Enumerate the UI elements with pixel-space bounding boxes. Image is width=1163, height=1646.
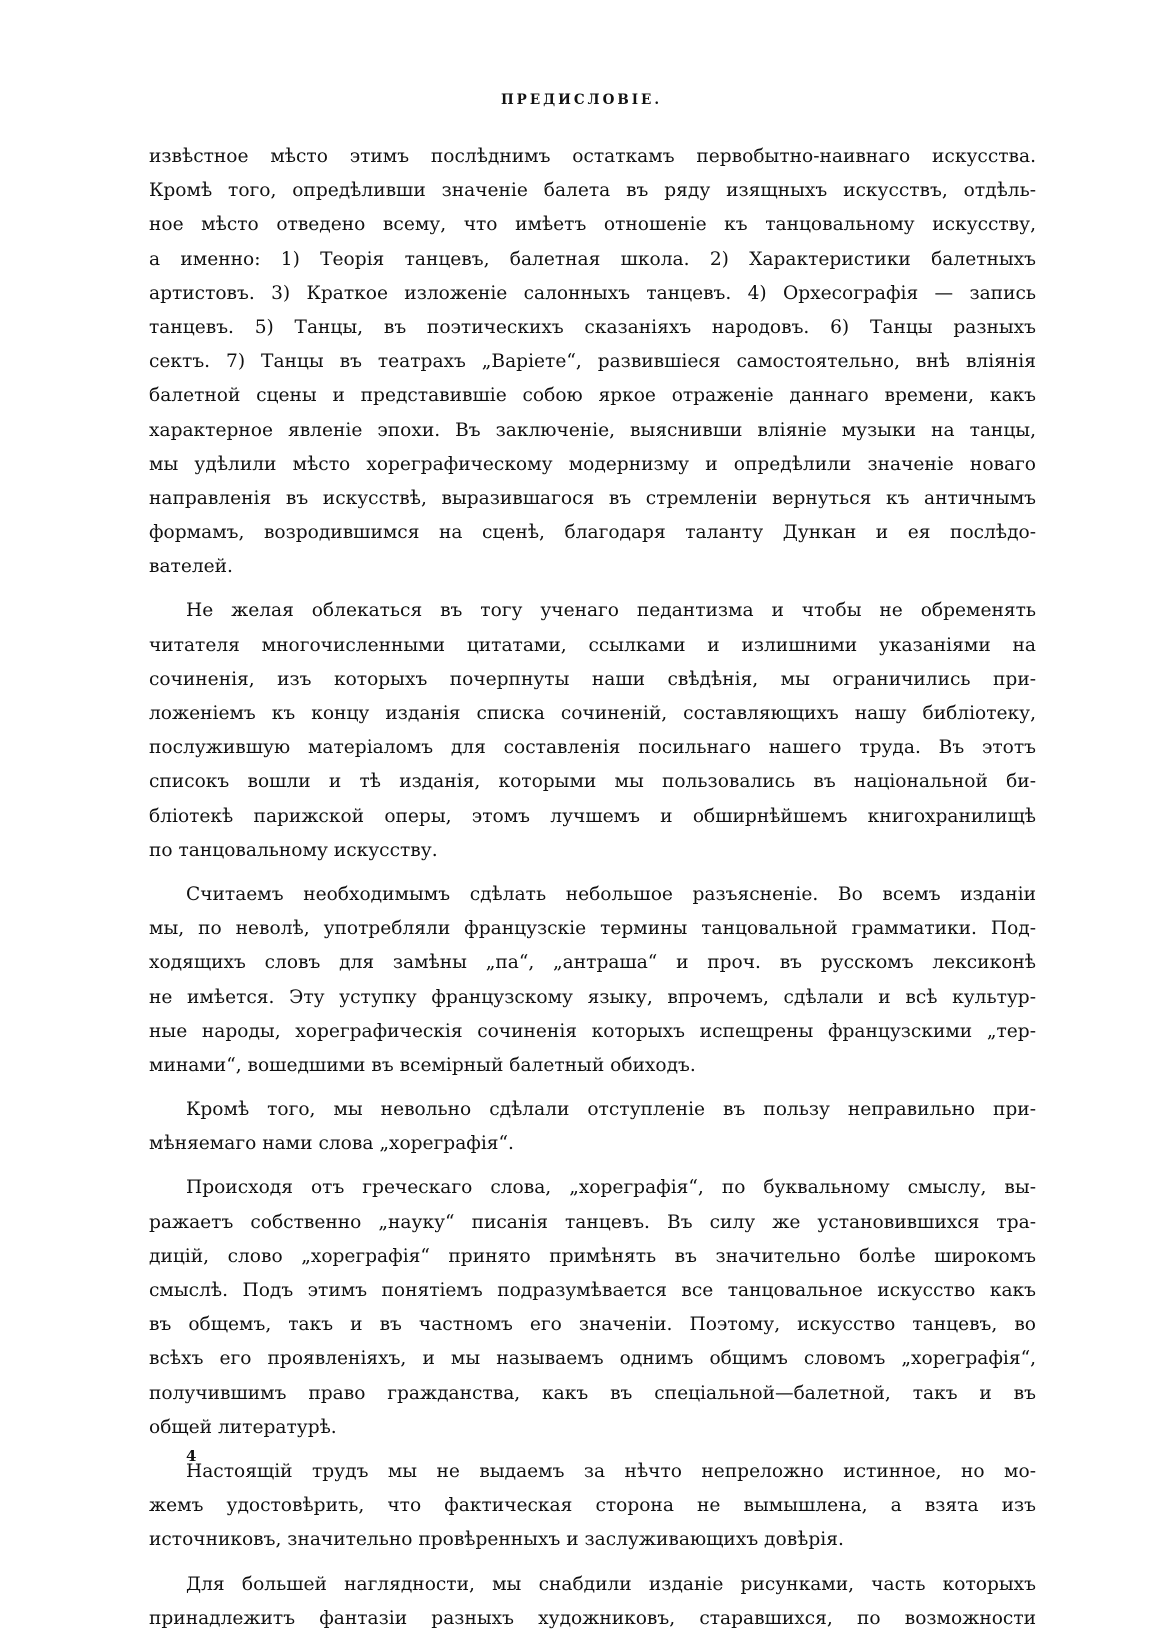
text-line: а именно: 1) Теорія танцевъ, балетная школа. 2) Характеристики балетныхъ — [149, 248, 1036, 270]
text-line: бліотекѣ парижской оперы, этомъ лучшемъ и обширнѣйшемъ книгохранилищѣ — [149, 805, 1036, 827]
text-line: жемъ удостовѣрить, что фактическая сторона не вымышлена, а взята изъ — [149, 1495, 1036, 1517]
text-line: общей литературѣ. — [149, 1416, 337, 1438]
text-line: не имѣется. Эту уступку французскому языку, впрочемъ, сдѣлали и всѣ культур- — [149, 986, 1036, 1008]
text-line: сочиненія, изъ которыхъ почерпнуты наши свѣдѣнія, мы ограничились при- — [149, 668, 1036, 690]
text-line: читателя многочисленными цитатами, ссылками и излишними указаніями на — [149, 634, 1036, 656]
text-line: артистовъ. 3) Краткое изложеніе салонныхъ танцевъ. 4) Орхесографія — запись — [149, 282, 1036, 304]
text-line: списокъ вошли и тѣ изданія, которыми мы пользовались въ національной би- — [149, 771, 1036, 793]
text-line: ное мѣсто отведено всему, что имѣетъ отношеніе къ танцовальному искусству, — [149, 214, 1036, 236]
text-line: Происходя отъ греческаго слова, „хореграфія“, по буквальному смыслу, вы- — [186, 1177, 1036, 1199]
text-line: сектъ. 7) Танцы въ театрахъ „Варіете“, развившіеся самостоятельно, внѣ вліянія — [149, 351, 1036, 373]
paragraph-7 — [149, 1568, 1036, 1636]
text-line: ражаетъ собственно „науку“ писанія танцевъ. Въ силу же установившихся тра- — [149, 1211, 1036, 1233]
text-line: мы, по неволѣ, употребляли французскіе термины танцовальной грамматики. Под- — [149, 918, 1036, 940]
text-line: направленія въ искусствѣ, выразившагося въ стремленіи вернуться къ античнымъ — [149, 487, 1036, 509]
text-line: характерное явленіе эпохи. Въ заключеніе, выяснивши вліяніе музыки на танцы, — [149, 419, 1036, 441]
text-line: Кромѣ того, мы невольно сдѣлали отступленіе въ пользу неправильно при- — [186, 1099, 1036, 1121]
text-line: танцевъ. 5) Танцы, въ поэтическихъ сказаніяхъ народовъ. 6) Танцы разныхъ — [149, 316, 1036, 338]
text-line: въ общемъ, такъ и въ частномъ его значеніи. Поэтому, искусство танцевъ, во — [149, 1314, 1036, 1336]
text-line: послужившую матеріаломъ для составленія посильнаго нашего труда. Въ этотъ — [149, 737, 1036, 759]
text-line: извѣстное мѣсто этимъ послѣднимъ остаткамъ первобытно-наивнаго искусства. — [149, 146, 1036, 167]
text-line: Не желая облекаться въ тогу ученаго педантизма и чтобы не обременять — [186, 600, 1036, 622]
page-header: ПРЕДИСЛОВІЕ. — [500, 92, 663, 108]
paragraph-1 — [149, 140, 1036, 584]
paragraph-2 — [149, 594, 1036, 868]
text-line: ходящихъ словъ для замѣны „па“, „антраша“ и проч. въ русскомъ лексиконѣ — [149, 952, 1036, 974]
paragraph-3 — [149, 878, 1036, 1083]
text-line: дицій, слово „хореграфія“ принято примѣнять въ значительно болѣе широкомъ — [149, 1245, 1036, 1267]
paragraph-4 — [149, 1093, 1036, 1161]
text-line: по танцовальному искусству. — [149, 839, 438, 861]
text-line: Считаемъ необходимымъ сдѣлать небольшое разъясненіе. Во всемъ изданіи — [186, 883, 1036, 905]
page-number: 4 — [186, 1447, 197, 1465]
text-line: принадлежитъ фантазіи разныхъ художниковъ, старавшихся, по возможности — [149, 1607, 1036, 1629]
text-line: смыслѣ. Подъ этимъ понятіемъ подразумѣвается все танцовальное искусство какъ — [149, 1280, 1036, 1301]
text-line: вателей. — [149, 556, 233, 578]
text-line: всѣхъ его проявленіяхъ, и мы называемъ однимъ общимъ словомъ „хореграфія“, — [149, 1348, 1036, 1370]
paragraph-6 — [149, 1455, 1036, 1558]
text-line: ные народы, хореграфическія сочиненія которыхъ испещрены французскими „тер- — [149, 1020, 1036, 1042]
paragraph-5 — [149, 1171, 1036, 1445]
text-line: мѣняемаго нами слова „хореграфія“. — [149, 1133, 514, 1155]
text-line: получившимъ право гражданства, какъ въ спеціальной—балетной, такъ и въ — [149, 1382, 1036, 1404]
body-text — [149, 140, 1036, 1646]
text-line: формамъ, возродившимся на сценѣ, благодаря таланту Дункан и ея послѣдо- — [149, 522, 1036, 544]
text-line: Настоящій трудъ мы не выдаемъ за нѣчто непреложно истинное, но мо- — [186, 1460, 1036, 1482]
text-line: Кромѣ того, опредѣливши значеніе балета въ ряду изящныхъ искусствъ, отдѣль- — [149, 180, 1036, 202]
text-line: балетной сцены и представившіе собою яркое отраженіе даннаго времени, какъ — [149, 385, 1036, 407]
text-line: источниковъ, значительно провѣренныхъ и заслуживающихъ довѣрія. — [149, 1529, 844, 1551]
text-line: минами“, вошедшими въ всемірный балетный обиходъ. — [149, 1054, 696, 1076]
text-line: мы удѣлили мѣсто хореграфическому модернизму и опредѣлили значеніе новаго — [149, 453, 1036, 475]
text-line: ложеніемъ къ концу изданія списка сочиненій, составляющихъ нашу библіотеку, — [149, 703, 1036, 724]
text-line: Для большей наглядности, мы снабдили изданіе рисунками, часть которыхъ — [186, 1573, 1036, 1595]
